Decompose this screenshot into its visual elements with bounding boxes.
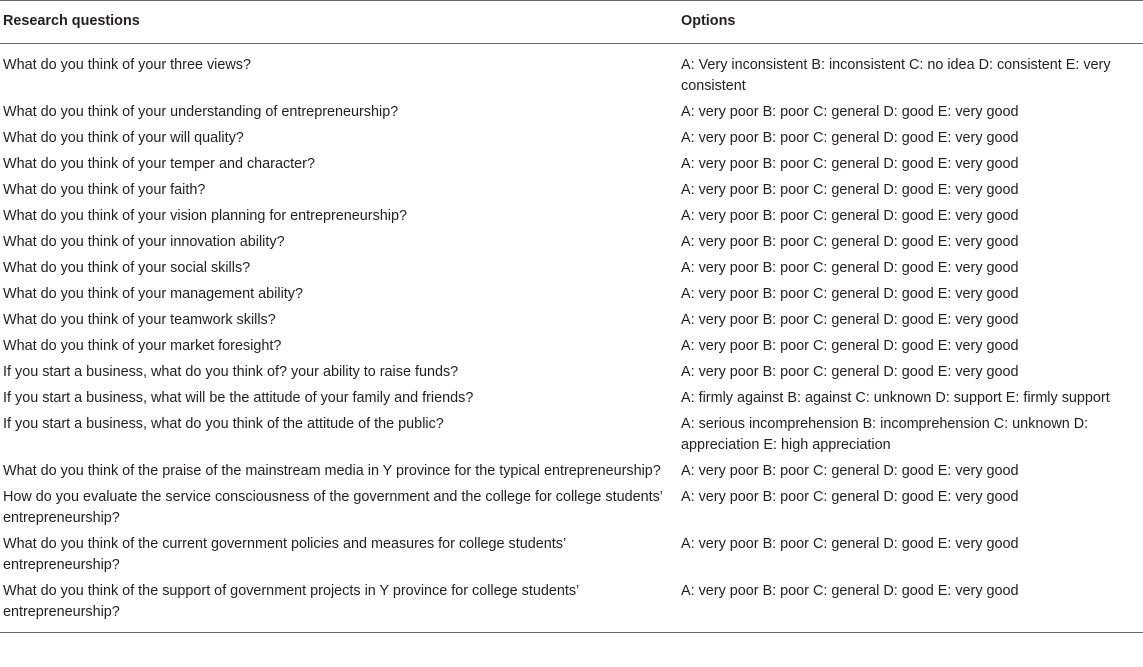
question-cell: What do you think of your vision planning for entrepreneurship? [3,208,407,224]
header-research-questions: Research questions [0,1,678,44]
table-row [0,204,1143,230]
question-cell: What do you think of your social skills? [3,260,251,276]
table-row [0,579,1143,633]
table-row [0,282,1143,308]
options-cell: A: very poor B: poor C: general D: good E: very good [681,260,1019,276]
table-row [0,386,1143,412]
question-cell: If you start a business, what do you think of the attitude of the public? [3,416,444,432]
table-body [0,44,1143,633]
table-row [0,230,1143,256]
question-cell: What do you think of your will quality? [3,130,244,146]
options-cell: A: very poor B: poor C: general D: good E: very good [681,104,1019,120]
question-cell: What do you think of your understanding of entrepreneurship? [3,104,399,120]
table-row [0,308,1143,334]
question-cell: What do you think of your innovation ability? [3,234,285,250]
question-cell: What do you think of the support of government projects in Y province for college students’ entrepreneurship? [3,583,579,620]
header-options: Options [678,1,1143,44]
table-bottom-rule [0,632,1143,633]
options-cell: A: firmly against B: against C: unknown D: support E: firmly support [681,390,1110,406]
table-row [0,178,1143,204]
options-cell: A: very poor B: poor C: general D: good E: very good [681,286,1019,302]
table-row [0,485,1143,532]
options-cell: A: Very inconsistent B: inconsistent C: no idea D: consistent E: very consistent [681,57,1111,94]
question-cell: What do you think of your management ability? [3,286,303,302]
question-cell: What do you think of your market foresight? [3,338,282,354]
options-cell: A: very poor B: poor C: general D: good E: very good [681,208,1019,224]
question-cell: What do you think of your teamwork skills? [3,312,276,328]
table-row [0,334,1143,360]
header-row [0,1,1143,44]
question-cell: What do you think of your temper and character? [3,156,315,172]
question-cell: If you start a business, what do you think of? your ability to raise funds? [3,364,459,380]
options-cell: A: very poor B: poor C: general D: good E: very good [681,312,1019,328]
options-cell: A: very poor B: poor C: general D: good E: very good [681,364,1019,380]
table-row [0,256,1143,282]
options-cell: A: serious incomprehension B: incomprehension C: unknown D: appreciation E: high appreciation [681,416,1089,453]
table-row [0,532,1143,579]
table-row [0,44,1143,100]
question-cell: What do you think of your faith? [3,182,206,198]
table-row [0,459,1143,485]
options-cell: A: very poor B: poor C: general D: good E: very good [681,234,1019,250]
options-cell: A: very poor B: poor C: general D: good E: very good [681,489,1019,505]
table-row [0,126,1143,152]
options-cell: A: very poor B: poor C: general D: good E: very good [681,182,1019,198]
options-cell: A: very poor B: poor C: general D: good E: very good [681,156,1019,172]
question-cell: If you start a business, what will be the attitude of your family and friends? [3,390,474,406]
options-cell: A: very poor B: poor C: general D: good E: very good [681,463,1019,479]
options-cell: A: very poor B: poor C: general D: good E: very good [681,583,1019,599]
table-row [0,412,1143,459]
question-cell: What do you think of the current government policies and measures for college students’ entrepreneurship? [3,536,566,573]
question-cell: What do you think of your three views? [3,57,251,73]
options-cell: A: very poor B: poor C: general D: good E: very good [681,130,1019,146]
table-row [0,360,1143,386]
options-cell: A: very poor B: poor C: general D: good E: very good [681,536,1019,552]
table-row [0,100,1143,126]
options-cell: A: very poor B: poor C: general D: good E: very good [681,338,1019,354]
table-row [0,152,1143,178]
question-cell: How do you evaluate the service consciousness of the government and the college for college students’ entrepreneurship? [3,489,663,526]
table-header [0,1,1143,44]
question-cell: What do you think of the praise of the mainstream media in Y province for the typical entrepreneurship? [3,463,661,479]
